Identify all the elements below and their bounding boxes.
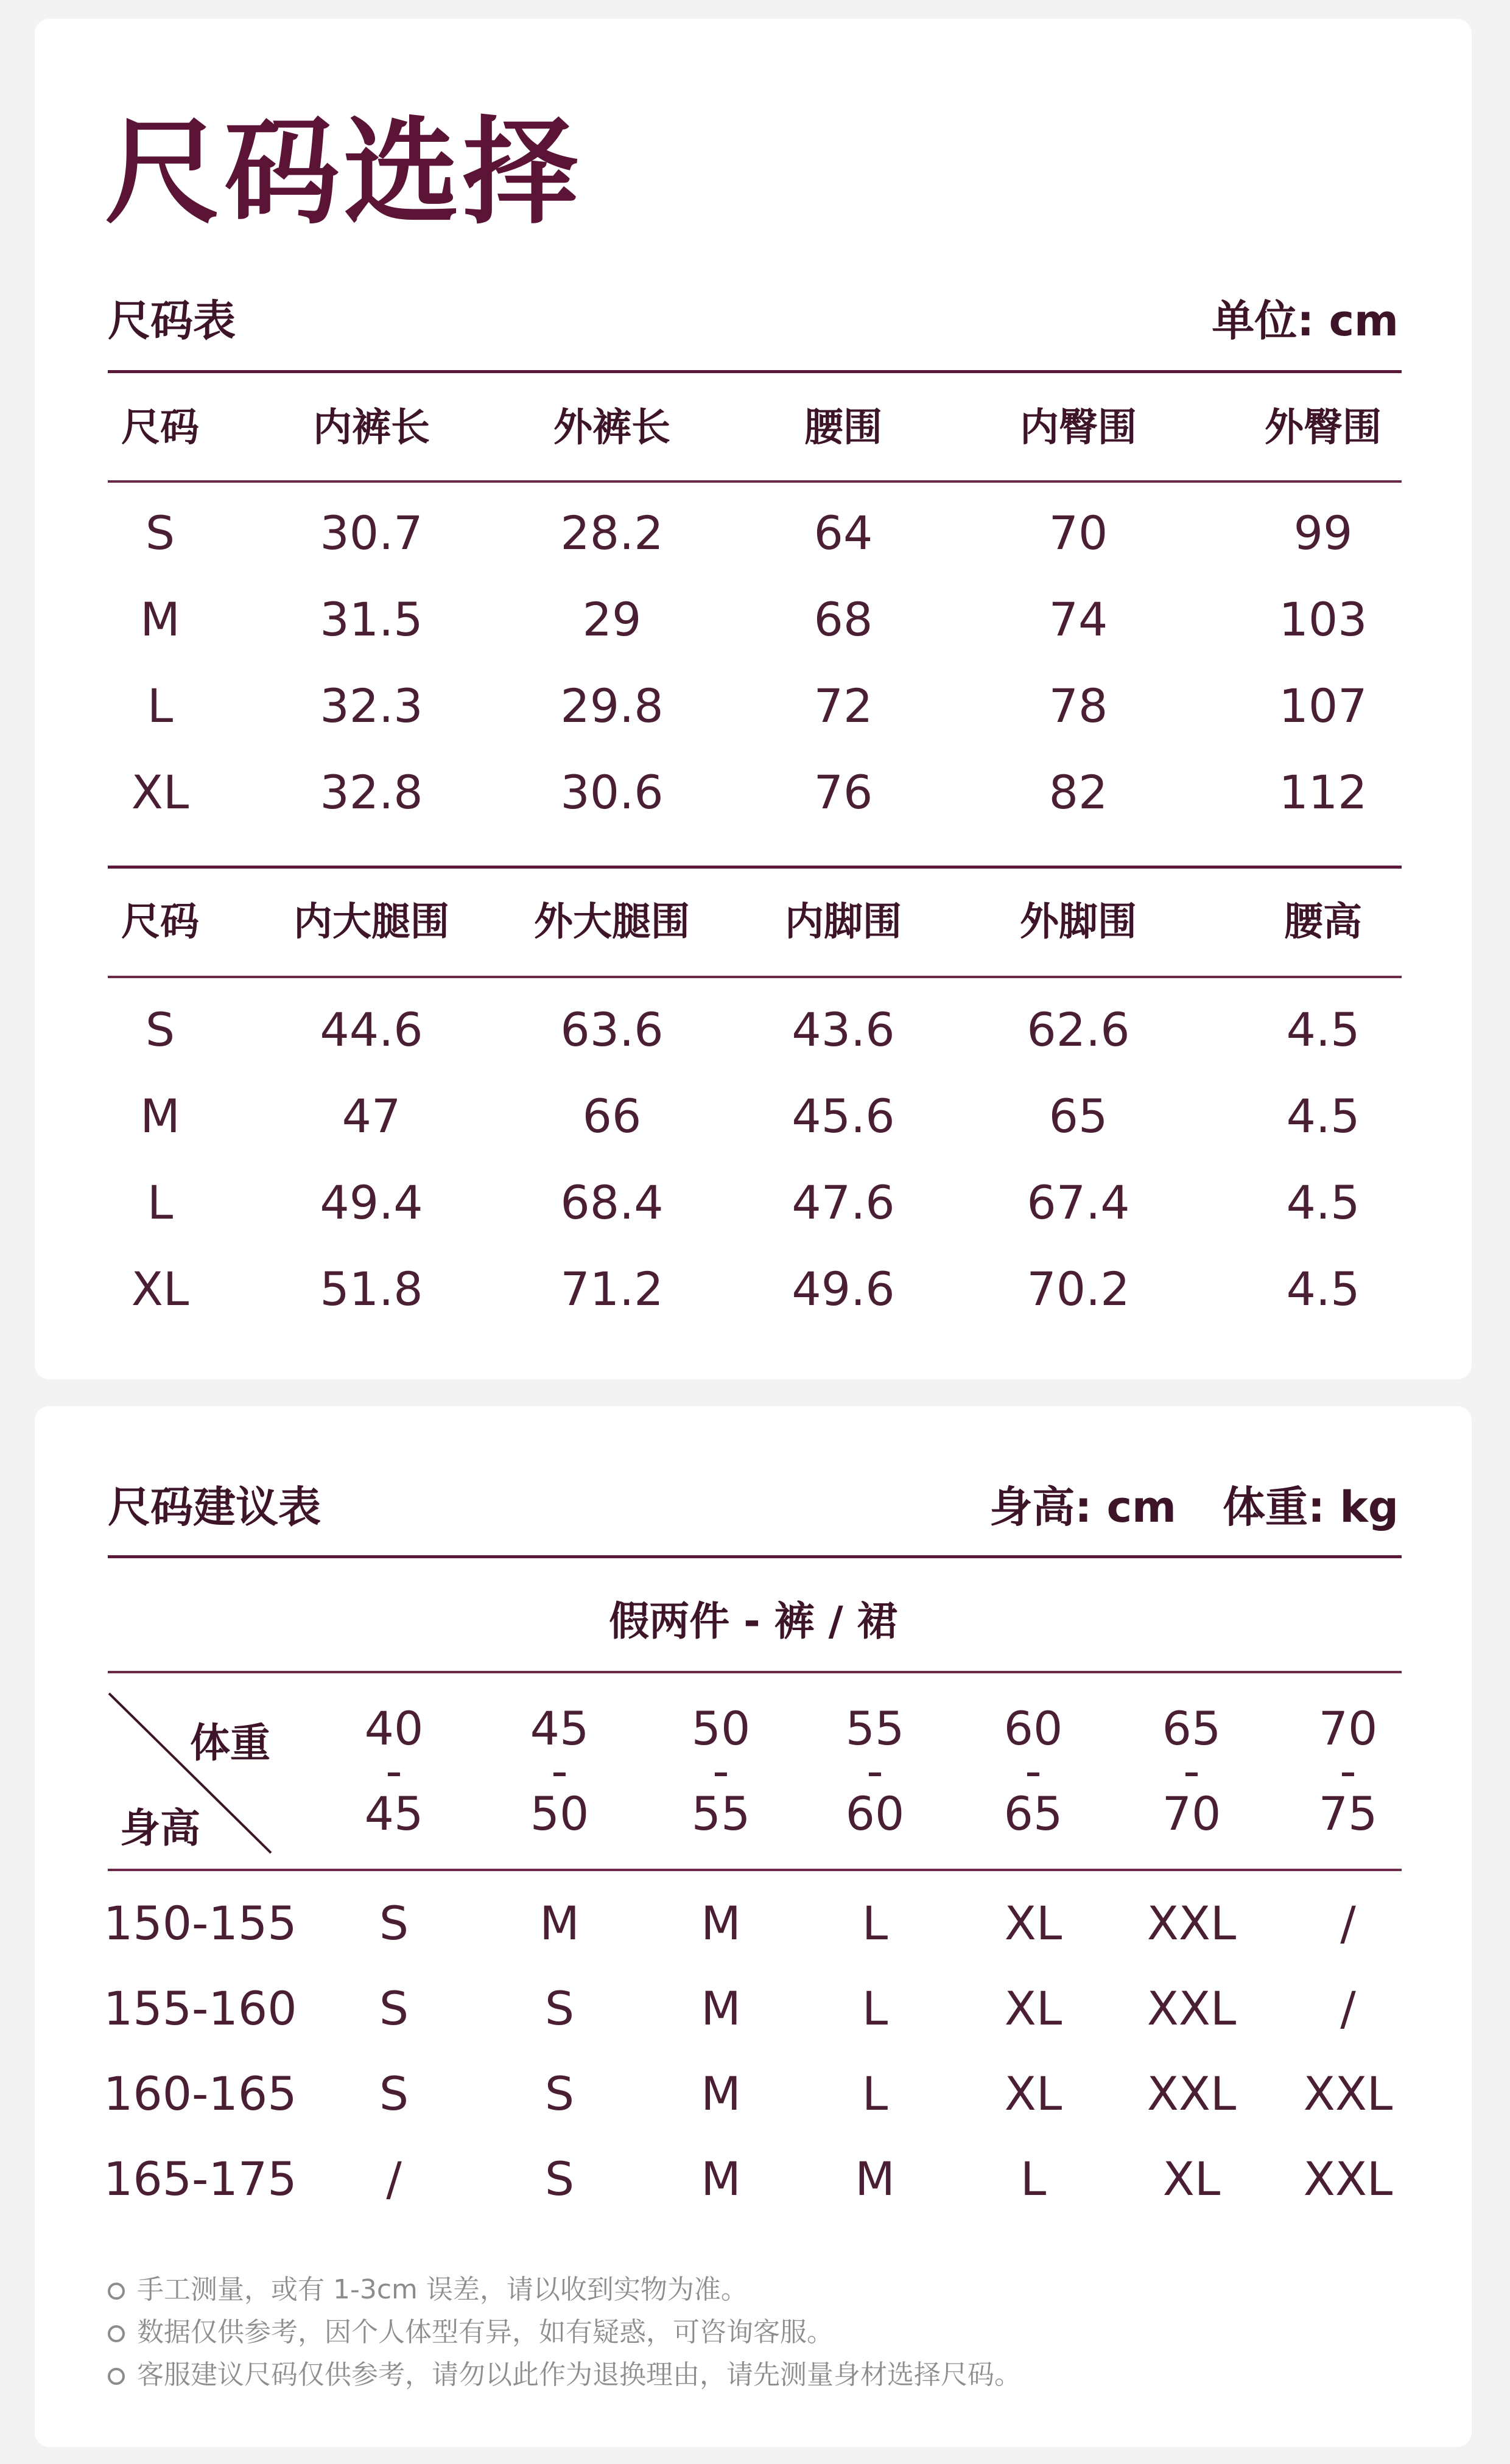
table-cell: 29.8 [560, 679, 664, 733]
table-cell: 31.5 [320, 592, 423, 646]
table-cell: 47 [342, 1089, 401, 1143]
table-cell: 70.2 [1027, 1262, 1130, 1316]
recommended-size: M [701, 1981, 741, 2035]
weight-range-from: 60 [1003, 1701, 1063, 1755]
height-range: 150-155 [104, 1896, 297, 1950]
column-header: 内臀围 [1020, 405, 1137, 450]
recommended-size: S [544, 1981, 575, 2035]
table-cell: 30.7 [320, 506, 423, 560]
note-item: 数据仅供参考，因个人体型有异，如有疑惑，可咨询客服。 [108, 2310, 834, 2349]
recommended-size: M [701, 1896, 741, 1950]
recommended-size: S [544, 2067, 575, 2121]
table-cell: 45.6 [792, 1089, 895, 1143]
table-top-rule [108, 1555, 1402, 1558]
table-cell: 82 [1048, 765, 1108, 819]
weight-range-from: 40 [364, 1701, 424, 1755]
table-cell: 4.5 [1286, 1262, 1360, 1316]
weight-range-to: 65 [1003, 1787, 1063, 1841]
size-recommend-card [35, 1406, 1472, 2447]
table-cell: 99 [1293, 506, 1353, 560]
size-label: S [145, 506, 175, 560]
column-header: 腰围 [804, 405, 882, 450]
recommended-size: M [855, 2152, 895, 2206]
table-cell: 47.6 [792, 1175, 895, 1230]
table-cell: 74 [1048, 592, 1108, 646]
table-cell: 63.6 [560, 1003, 664, 1057]
column-header: 外大腿围 [534, 900, 690, 945]
size-table-heading: 尺码表 [108, 296, 236, 346]
recommended-size: L [862, 1981, 888, 2035]
size-table-unit: 单位: cm [1212, 296, 1399, 346]
recommended-size: M [701, 2067, 741, 2121]
recommended-size: L [1020, 2152, 1047, 2206]
note-item: 客服建议尺码仅供参考，请勿以此作为退换理由，请先测量身材选择尺码。 [108, 2353, 1021, 2392]
recommended-size: S [379, 2067, 409, 2121]
height-range: 155-160 [104, 1981, 297, 2035]
table-cell: 51.8 [320, 1262, 423, 1316]
weight-range-from: 45 [530, 1701, 589, 1755]
table-cell: 65 [1048, 1089, 1108, 1143]
table-cell: 32.8 [320, 765, 423, 819]
recommend-table-heading: 尺码建议表 [108, 1482, 321, 1532]
recommended-size: M [701, 2152, 741, 2206]
weight-range-from: 65 [1162, 1701, 1221, 1755]
height-unit: 身高: cm [989, 1482, 1176, 1532]
recommended-size: S [544, 2152, 575, 2206]
table-cell: 112 [1279, 765, 1368, 819]
note-item: 手工测量，或有 1-3cm 误差，请以收到实物为准。 [108, 2267, 748, 2306]
table-cell: 67.4 [1027, 1175, 1130, 1230]
size-label: L [147, 1175, 174, 1230]
recommended-size: S [379, 1896, 409, 1950]
weight-range-dash: - [1340, 1744, 1357, 1798]
weight-range-to: 60 [845, 1787, 905, 1841]
table-cell: 4.5 [1286, 1003, 1360, 1057]
table-cell: 43.6 [792, 1003, 895, 1057]
table-cell: 4.5 [1286, 1175, 1360, 1230]
weight-range-to: 45 [364, 1787, 424, 1841]
bullet-icon [108, 2325, 125, 2342]
recommended-size: XL [1162, 2152, 1221, 2206]
column-header: 内脚围 [785, 900, 902, 945]
weight-range-dash: - [385, 1744, 402, 1798]
table-cell: 68.4 [560, 1175, 664, 1230]
weight-unit: 体重: kg [1222, 1482, 1399, 1532]
recommended-size: XL [1004, 2067, 1062, 2121]
weight-range-from: 70 [1318, 1701, 1378, 1755]
size-label: S [145, 1003, 175, 1057]
size-label: XL [131, 765, 189, 819]
recommended-size: / [1340, 1896, 1356, 1950]
weight-range-dash: - [866, 1744, 883, 1798]
recommended-size: XXL [1147, 2067, 1237, 2121]
recommended-size: S [379, 1981, 409, 2035]
header-rule [108, 976, 1402, 978]
table-top-rule [108, 370, 1402, 373]
recommended-size: XXL [1303, 2152, 1393, 2206]
table-cell: 68 [813, 592, 873, 646]
group-rule [108, 1671, 1402, 1673]
recommended-size: XXL [1147, 1896, 1237, 1950]
column-header: 腰高 [1284, 900, 1362, 945]
recommended-size: XL [1004, 1896, 1062, 1950]
table-cell: 72 [813, 679, 873, 733]
table-cell: 49.4 [320, 1175, 423, 1230]
bullet-icon [108, 2368, 125, 2385]
recommended-size: XL [1004, 1981, 1062, 2035]
size-label: M [140, 1089, 180, 1143]
column-header: 外裤长 [553, 405, 670, 450]
page-title: 尺码选择 [105, 105, 583, 240]
table-cell: 32.3 [320, 679, 423, 733]
size-label: M [140, 592, 180, 646]
recommended-size: L [862, 2067, 888, 2121]
weight-range-dash: - [712, 1744, 729, 1798]
height-range: 160-165 [104, 2067, 297, 2121]
table-cell: 70 [1048, 506, 1108, 560]
size-chart-card [35, 19, 1472, 1379]
product-group-title: 假两件 - 裤 / 裙 [609, 1598, 897, 1645]
weight-range-dash: - [551, 1744, 568, 1798]
recommended-size: L [862, 1896, 888, 1950]
weight-range-from: 50 [691, 1701, 751, 1755]
size-label: L [147, 679, 174, 733]
recommended-size: / [1340, 1981, 1356, 2035]
weight-range-to: 50 [530, 1787, 589, 1841]
table-cell: 44.6 [320, 1003, 423, 1057]
header-rule [108, 480, 1402, 483]
weight-range-dash: - [1025, 1744, 1042, 1798]
size-label: XL [131, 1262, 189, 1316]
recommended-size: / [386, 2152, 402, 2206]
table-cell: 30.6 [560, 765, 664, 819]
table-divider-rule [108, 866, 1402, 869]
table-cell: 66 [582, 1089, 642, 1143]
weight-axis-label: 体重 [190, 1720, 270, 1766]
table-cell: 62.6 [1027, 1003, 1130, 1057]
column-header: 尺码 [121, 900, 199, 945]
table-cell: 49.6 [792, 1262, 895, 1316]
header-rule [108, 1869, 1402, 1871]
recommended-size: XXL [1303, 2067, 1393, 2121]
table-cell: 76 [813, 765, 873, 819]
column-header: 内大腿围 [293, 900, 449, 945]
table-cell: 78 [1048, 679, 1108, 733]
table-cell: 28.2 [560, 506, 664, 560]
recommended-size: M [539, 1896, 580, 1950]
table-cell: 103 [1279, 592, 1368, 646]
table-cell: 64 [813, 506, 873, 560]
weight-range-to: 75 [1318, 1787, 1378, 1841]
table-cell: 29 [582, 592, 642, 646]
column-header: 尺码 [121, 405, 199, 450]
table-cell: 4.5 [1286, 1089, 1360, 1143]
column-header: 外脚围 [1020, 900, 1137, 945]
table-cell: 107 [1279, 679, 1368, 733]
height-axis-label: 身高 [120, 1805, 200, 1852]
weight-range-to: 70 [1162, 1787, 1221, 1841]
height-range: 165-175 [104, 2152, 297, 2206]
column-header: 外臀围 [1265, 405, 1382, 450]
weight-range-dash: - [1183, 1744, 1200, 1798]
table-cell: 71.2 [560, 1262, 664, 1316]
column-header: 内裤长 [313, 405, 430, 450]
recommended-size: XXL [1147, 1981, 1237, 2035]
weight-range-from: 55 [845, 1701, 905, 1755]
bullet-icon [108, 2283, 125, 2300]
weight-range-to: 55 [691, 1787, 751, 1841]
